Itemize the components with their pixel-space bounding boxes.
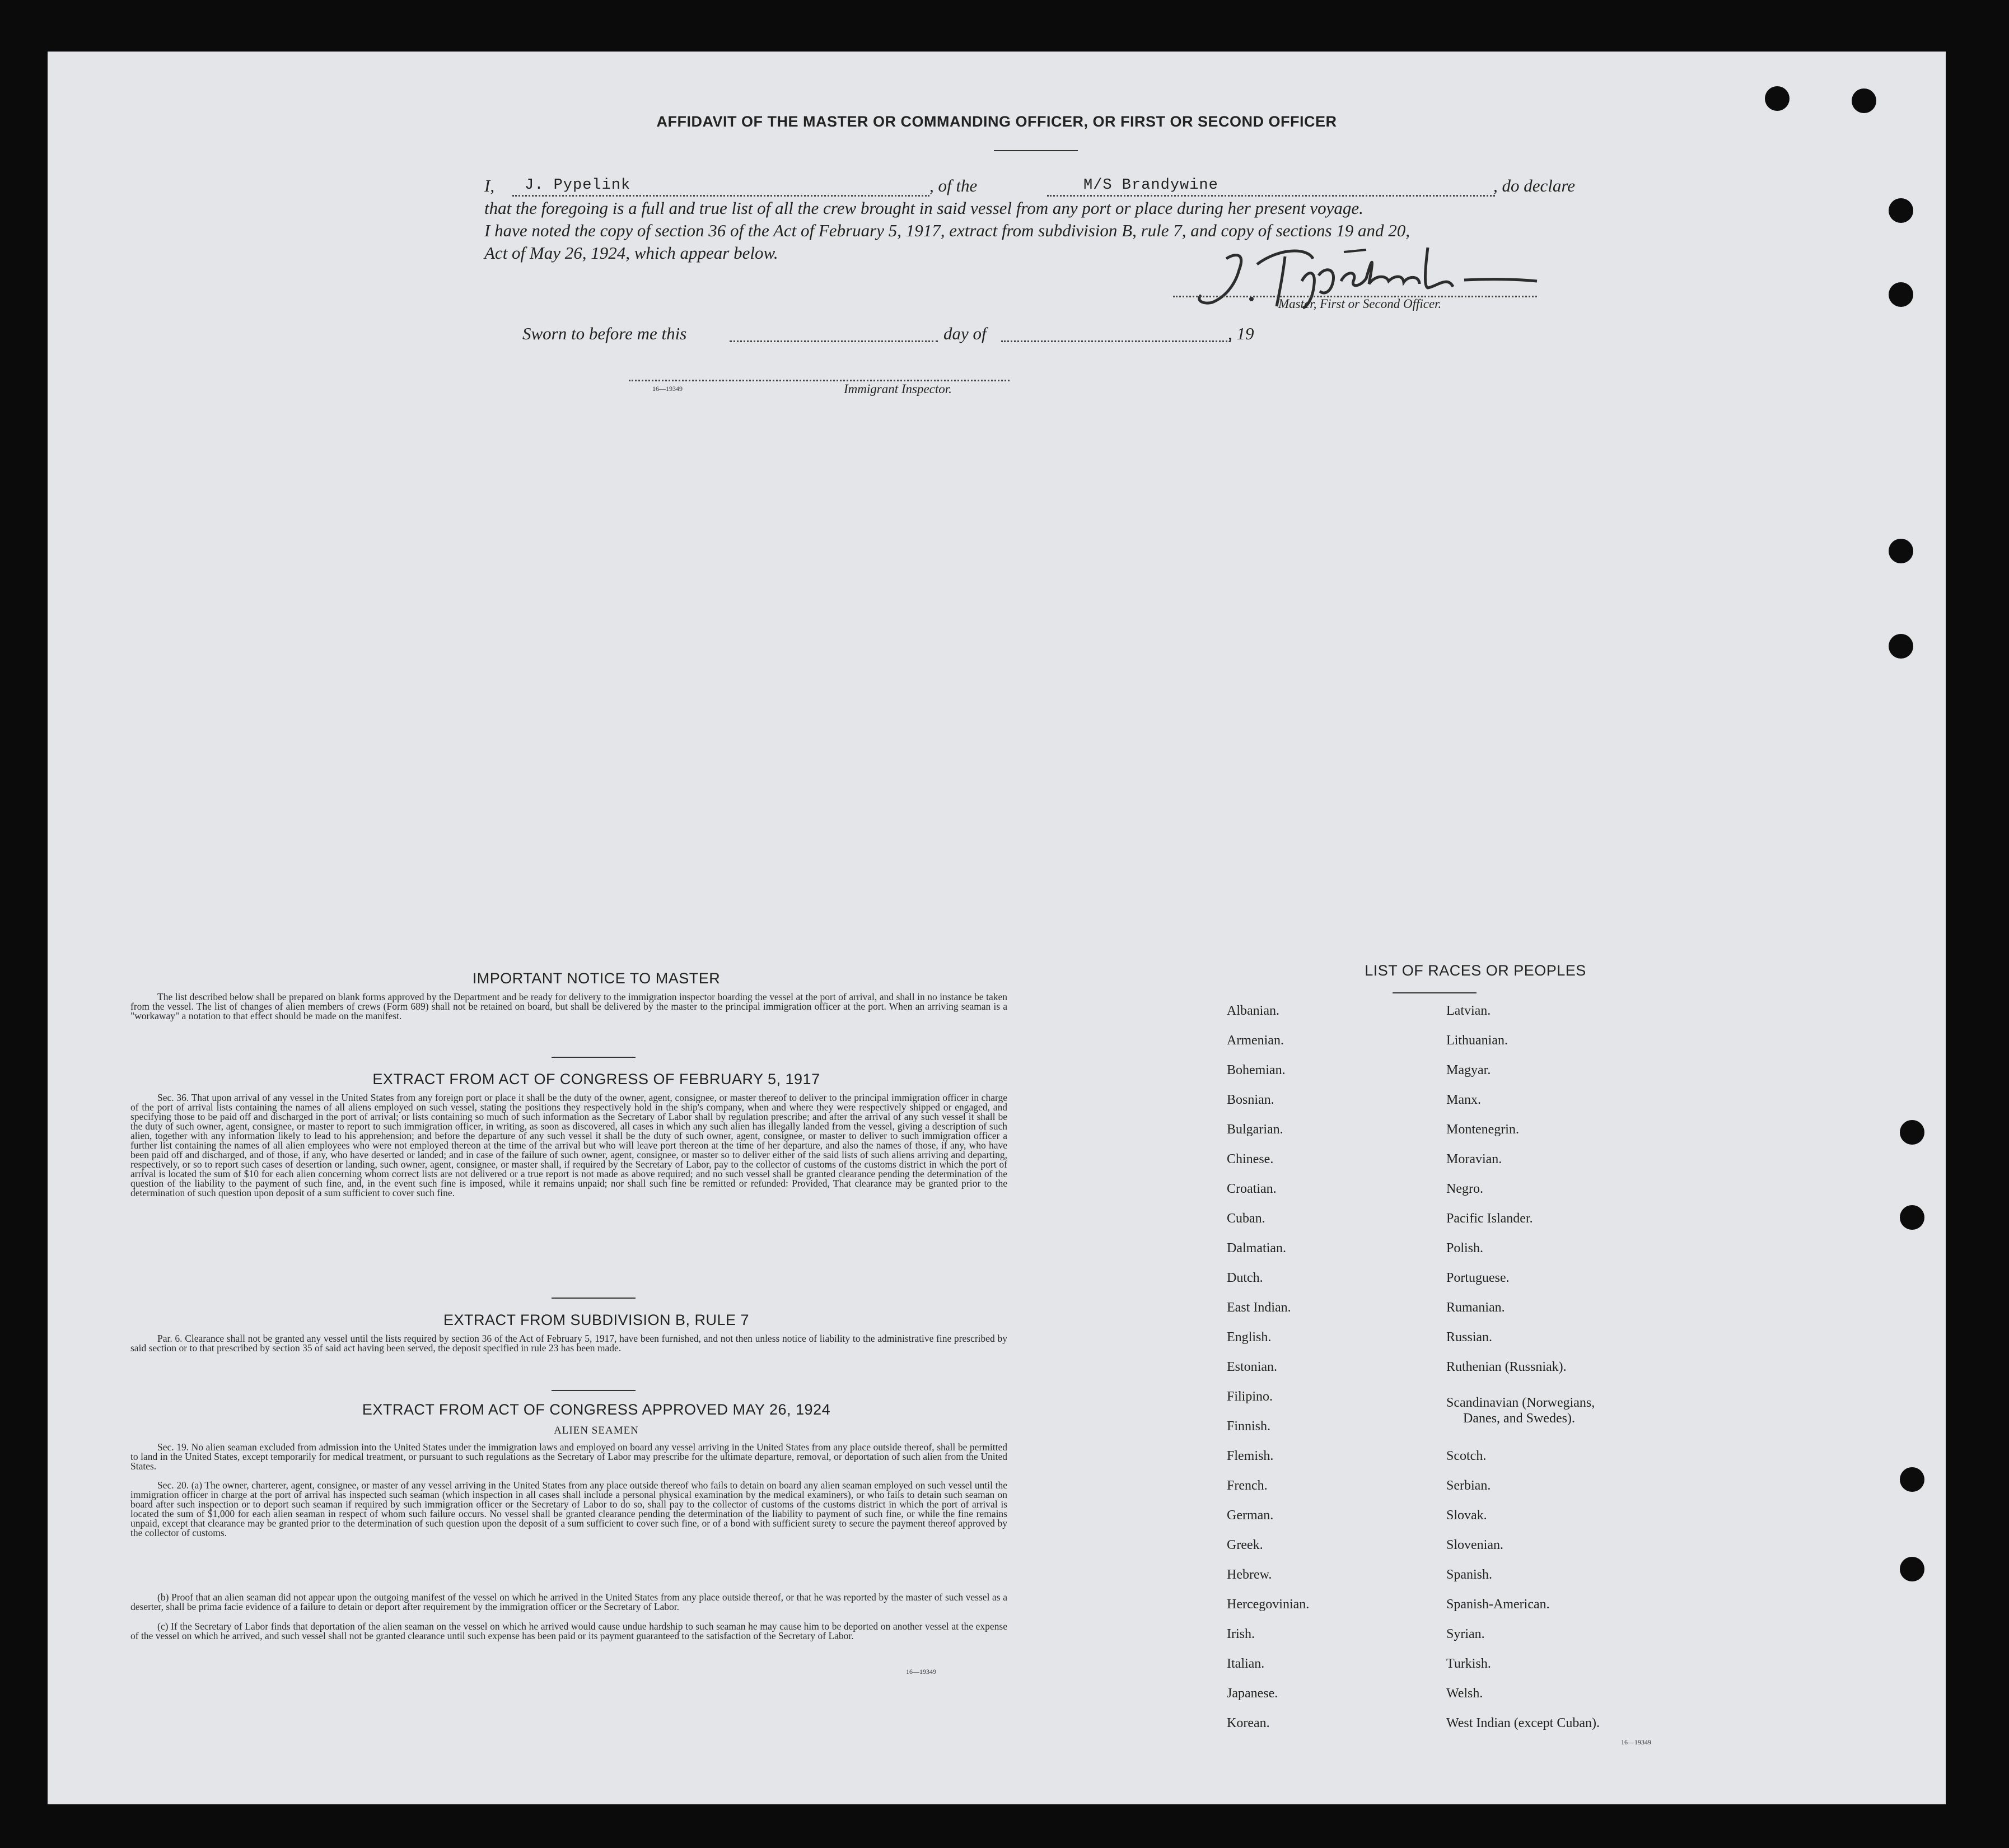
affidavit-line-2: that the foregoing is a full and true list of all the crew brought in said vessel from any port or place during her present voyage.: [484, 198, 1363, 218]
race-item: Spanish-American.: [1446, 1597, 1550, 1612]
master-name: J. Pypelink: [525, 177, 631, 194]
form-number-left: 16—19349: [906, 1668, 936, 1676]
race-item: Slovak.: [1446, 1508, 1487, 1523]
punch-hole: [1889, 198, 1913, 223]
punch-hole: [1900, 1557, 1924, 1581]
sworn-line: [522, 324, 1306, 346]
line1-suffix: , do declare: [1493, 176, 1576, 195]
race-item: Armenian.: [1227, 1033, 1284, 1048]
race-item: East Indian.: [1227, 1300, 1291, 1315]
master-name-underline: [512, 195, 929, 197]
race-item: Ruthenian (Russniak).: [1446, 1360, 1567, 1374]
punch-hole: [1900, 1120, 1924, 1145]
race-item: Negro.: [1446, 1182, 1483, 1196]
sec19-text: Sec. 19. No alien seaman excluded from admission into the United States under the immigration laws and employed on board any vessel arriving in the United States from any place outside thereof, shall be permitted to land in the United States, except temporarily for medical treatment, or pursuant to such regulations as the Secretary of Labor may prescribe for the ultimate departure, removal, or deportation of such alien from the United States.: [130, 1441, 1007, 1472]
race-item: English.: [1227, 1330, 1272, 1345]
inspector-signature-line: [629, 380, 1010, 381]
signature-caption: Master, First or Second Officer.: [1278, 297, 1442, 311]
sworn-month-field: [1001, 340, 1231, 342]
race-item: Montenegrin.: [1446, 1122, 1519, 1137]
affidavit-line-1: [484, 176, 1585, 198]
sec20a-text: Sec. 20. (a) The owner, charterer, agent, consignee, or master of any vessel arriving in the United States from any place outside thereof who fails to detain on board any alien seaman employed on such vessel until the immigration officer in charge at the port of arrival has inspected such seaman (which inspection in all cases shall include a personal physical examination by the medical examiners), or who fails to detain such seaman on board after such inspection or to deport such seaman if required by such immigration officer or the Secretary of Labor to do so, shall pay to the collector of customs of the customs district in which the port of arrival is located the sum of $1,000 for each alien seaman in respect of whom such failure occurs. No vessel shall be granted clearance pending the determination of the liability to payment of such fine, or while the fine remains unpaid, except that clearance may be granted prior to the determination of such question upon the deposit of a sum sufficient to cover such fine, or of a bond with sufficient surety to secure the payment thereof approved by the collector of customs.: [130, 1480, 1007, 1538]
race-item: Danes, and Swedes).: [1463, 1411, 1575, 1426]
race-item: French.: [1227, 1478, 1268, 1493]
race-item: West Indian (except Cuban).: [1446, 1716, 1600, 1730]
vessel-name-underline: [1047, 195, 1495, 197]
race-item: Welsh.: [1446, 1686, 1483, 1701]
notice-title: IMPORTANT NOTICE TO MASTER: [472, 970, 721, 987]
divider: [552, 1298, 636, 1299]
race-item: Rumanian.: [1446, 1300, 1505, 1315]
punch-hole: [1889, 539, 1913, 563]
race-item: Bosnian.: [1227, 1093, 1274, 1107]
race-item: Irish.: [1227, 1627, 1255, 1641]
race-item: Scandinavian (Norwegians,: [1446, 1396, 1595, 1410]
race-item: Turkish.: [1446, 1656, 1491, 1671]
rule7-title: EXTRACT FROM SUBDIVISION B, RULE 7: [443, 1312, 750, 1328]
race-item: Chinese.: [1227, 1152, 1274, 1166]
affidavit-line-4: Act of May 26, 1924, which appear below.: [484, 243, 778, 263]
vessel-name: M/S Brandywine: [1083, 177, 1218, 194]
punch-hole: [1900, 1205, 1924, 1230]
punch-hole: [1889, 634, 1913, 659]
line1-mid: , of the: [929, 176, 978, 195]
race-item: Cuban.: [1227, 1211, 1265, 1226]
race-item: Flemish.: [1227, 1449, 1274, 1463]
race-item: Manx.: [1446, 1093, 1481, 1107]
divider: [552, 1057, 636, 1058]
punch-hole: [1765, 86, 1790, 111]
race-item: Moravian.: [1446, 1152, 1502, 1166]
divider: [552, 1390, 636, 1391]
race-item: Dalmatian.: [1227, 1241, 1286, 1256]
alien-seamen-subtitle: ALIEN SEAMEN: [554, 1425, 639, 1436]
punch-hole: [1889, 282, 1913, 307]
races-left-column: [1227, 1004, 1451, 1743]
race-item: Serbian.: [1446, 1478, 1491, 1493]
line1-prefix: I,: [484, 176, 495, 195]
extract-1917-title: EXTRACT FROM ACT OF CONGRESS OF FEBRUARY 5, 1917: [372, 1071, 820, 1088]
race-item: German.: [1227, 1508, 1274, 1523]
races-title: LIST OF RACES OR PEOPLES: [1365, 962, 1586, 979]
race-item: Portuguese.: [1446, 1271, 1510, 1285]
punch-hole: [1852, 88, 1876, 113]
race-item: Slovenian.: [1446, 1538, 1503, 1552]
form-number-right: 16—19349: [1621, 1738, 1651, 1746]
punch-hole: [1900, 1467, 1924, 1492]
race-item: Latvian.: [1446, 1004, 1491, 1018]
race-item: Syrian.: [1446, 1627, 1485, 1641]
form-number-top: 16—19349: [652, 385, 683, 393]
race-item: Polish.: [1446, 1241, 1484, 1256]
race-item: Finnish.: [1227, 1419, 1271, 1434]
race-item: Spanish.: [1446, 1567, 1493, 1582]
sworn-day-label: day of: [943, 324, 987, 343]
race-item: Japanese.: [1227, 1686, 1278, 1701]
rule7-text: Par. 6. Clearance shall not be granted any vessel until the lists required by section 36 of the Act of February 5, 1917, have been furnished, and not then unless notice of liability to the administrative fine prescribed by said section or to that prescribed by section 35 of said act having been served, the deposit specified in rule 23 has been made.: [130, 1333, 1007, 1354]
races-right-column: [1446, 1004, 1793, 1743]
race-item: Pacific Islander.: [1446, 1211, 1533, 1226]
race-item: Russian.: [1446, 1330, 1493, 1345]
race-item: Croatian.: [1227, 1182, 1277, 1196]
inspector-caption: Immigrant Inspector.: [844, 382, 952, 396]
extract-1924-title: EXTRACT FROM ACT OF CONGRESS APPROVED MAY 26, 1924: [362, 1401, 831, 1418]
divider: [1393, 992, 1477, 993]
title-divider: [994, 150, 1078, 151]
race-item: Estonian.: [1227, 1360, 1277, 1374]
race-item: Hebrew.: [1227, 1567, 1272, 1582]
sworn-prefix: Sworn to before me this: [522, 324, 687, 343]
race-item: Bulgarian.: [1227, 1122, 1283, 1137]
sec20c-text: (c) If the Secretary of Labor finds that deportation of the alien seaman on the vessel on which he arrived would cause undue hardship to such seaman he may cause him to be deported on another vessel at the expense of the vessel on which he arrived, and such vessel shall not be granted clearance until such expense has been paid or its payment guaranteed to the satisfaction of the Secretary of Labor.: [130, 1621, 1007, 1641]
race-item: Lithuanian.: [1446, 1033, 1508, 1048]
affidavit-line-3: I have noted the copy of section 36 of the Act of February 5, 1917, extract from subdivision B, rule 7, and copy of sections 19 and 20,: [484, 221, 1410, 240]
race-item: Greek.: [1227, 1538, 1263, 1552]
race-item: Scotch.: [1446, 1449, 1487, 1463]
race-item: Bohemian.: [1227, 1063, 1286, 1077]
sworn-year-label: , 19: [1228, 324, 1254, 343]
race-item: Italian.: [1227, 1656, 1265, 1671]
race-item: Magyar.: [1446, 1063, 1491, 1077]
race-item: Filipino.: [1227, 1389, 1273, 1404]
extract-1917-text: Sec. 36. That upon arrival of any vessel in the United States from any foreign port or place it shall be the duty of the owner, agent, consignee, or master thereof to deliver to the principal immigration officer in charge of the port of arrival lists containing the names of all aliens employed on such vessel, stating the positions they respectively hold in the ship's company, when and where they were respectively shipped or engaged, and specifying those to be paid off and discharged in the port of arrival; or lists containing so much of such information as the Secretary of Labor shall by regulation prescribe; and after the arrival of any such vessel it shall be the duty of such owner, agent, consignee, or master to report to such immigration officer, in writing, as soon as discovered, all cases in which any such alien has illegally landed from the vessel, giving a description of such alien, together with any information likely to lead to his apprehension; and before the departure of any such vessel it shall be the duty of such owner, agent, consignee, or master to deliver to such immigration officer a further list containing the names of all alien employees who were not employed thereon at the time of the arrival but who will leave port thereon at the time of her departure, and also the names of those, if any, who have been paid off and discharged, and of those, if any, who have deserted or landed; and in case of the failure of such owner, agent, consignee, or master so to deliver either of the said lists of such aliens arriving and departing, respectively, or so to report such cases of desertion or landing, such owner, agent, consignee, or master shall, if required by the Secretary of Labor, pay to the collector of customs of the customs district in which the port of arrival is located the sum of $10 for each alien concerning whom correct lists are not delivered or a true report is not made as above required; and no such vessel shall be granted clearance pending the determination of the question of the liability to the payment of such fine, and, in the event such fine is imposed, while it remains unpaid; nor shall such fine be remitted or refunded: Provided, That clearance may be granted prior to the determination of such question upon deposit of a sum sufficient to cover such fine.: [130, 1092, 1007, 1198]
sworn-day-field: [730, 340, 938, 342]
notice-text: The list described below shall be prepared on blank forms approved by the Department and be ready for delivery to the immigration inspector boarding the vessel at the port of arrival, and shall in no instance be taken from the vessel. The list of changes of alien members of crews (Form 689) shall not be retained on board, but shall be delivered by the master to the principal immigration officer at the port. When an arriving seaman is a "workaway" a notation to that effect should be made on the manifest.: [130, 991, 1007, 1021]
sec20b-text: (b) Proof that an alien seaman did not appear upon the outgoing manifest of the vessel on which he arrived in the United States from any place outside thereof, or that he was reported by the master of such vessel as a deserter, shall be prima facie evidence of a failure to detain or deport after requirement by the immigration officer or the Secretary of Labor.: [130, 1592, 1007, 1612]
affidavit-title: AFFIDAVIT OF THE MASTER OR COMMANDING OFFICER, OR FIRST OR SECOND OFFICER: [656, 113, 1337, 130]
document-page: [48, 52, 1946, 1804]
race-item: Korean.: [1227, 1716, 1270, 1730]
race-item: Albanian.: [1227, 1004, 1279, 1018]
race-item: Dutch.: [1227, 1271, 1263, 1285]
race-item: Hercegovinian.: [1227, 1597, 1310, 1612]
